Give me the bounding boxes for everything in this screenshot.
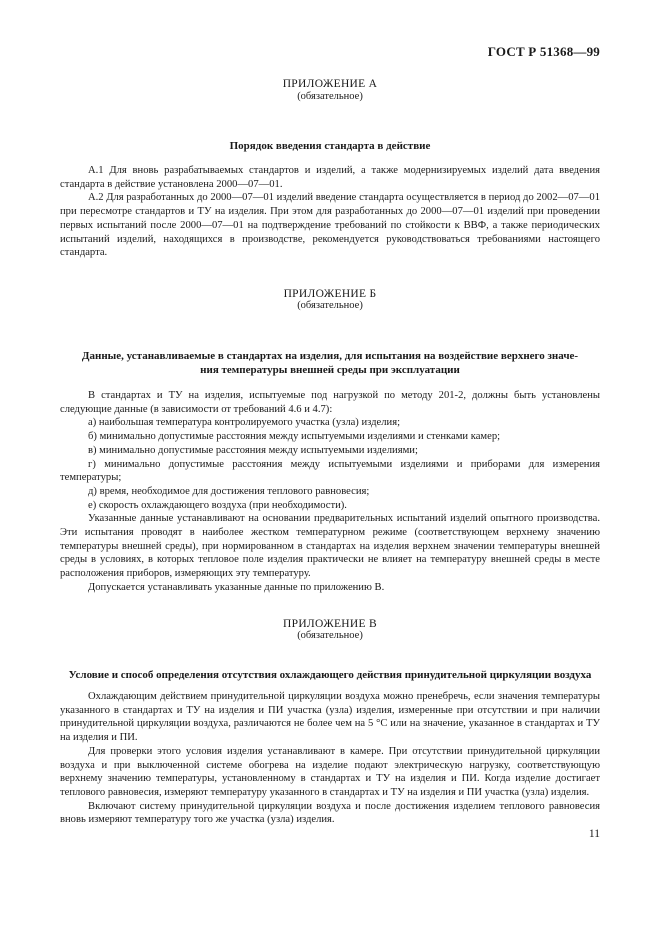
document-number: ГОСТ Р 51368—99 — [487, 44, 600, 59]
appendix-a-body — [60, 164, 600, 260]
appendix-v-title: ПРИЛОЖЕНИЕ В — [283, 618, 377, 630]
appendix-a-title: ПРИЛОЖЕНИЕ А — [282, 78, 378, 90]
appendix-b-list-item: е) скорость охлаждающего воздуха (при необходимости). — [88, 499, 347, 511]
appendix-v-heading: Условие и способ определения отсутствия охлаждающего действия принудительной циркуляции воздуха — [68, 669, 592, 681]
appendix-v-status: (обязательное) — [297, 630, 363, 641]
appendix-b-heading-line2: ния температуры внешней среды при эксплуатации — [200, 364, 460, 376]
page-number: 11 — [588, 828, 600, 840]
appendix-b-list-item: б) минимально допустимые расстояния между испытуемыми изделиями и стенками камер; — [88, 431, 501, 443]
appendix-b-title: ПРИЛОЖЕНИЕ Б — [283, 288, 377, 300]
appendix-b-list-item: в) минимально допустимые расстояния между испытуемыми изделиями; — [88, 444, 418, 456]
appendix-b-status: (обязательное) — [297, 300, 363, 311]
appendix-b-body — [60, 389, 600, 595]
appendix-v-paragraph: Включают систему принудительной циркуляции воздуха и после достижения изделием теплового равновесия вновь измеряют температуру того же участка (узла) изделия. — [60, 800, 600, 826]
appendix-b-list-item: а) наибольшая температура контролируемого участка (узла) изделия; — [88, 417, 401, 429]
appendix-v-body — [60, 690, 600, 827]
appendix-b-paragraph: Указанные данные устанавливают на основании предварительных испытаний изделий опытного производства. Эти испытания проводят в наиболее жестком температурном режиме (соответствующем верхнему значению температуры внешней среды), при нормированном в стандартах на изделия верхнем значении температуры внешней среды в условиях, в которых тепловое поле изделия практически не влияет на температуру внешней среды в месте расположения приборов, измеряющих эту температуру. — [60, 513, 600, 580]
appendix-b-paragraph: Допускается устанавливать указанные данные по приложению В. — [88, 581, 385, 593]
appendix-a-paragraph: А.2 Для разработанных до 2000—07—01 изделий введение стандарта осуществляется в период до 2002—07—01 при пересмотре стандартов и ТУ на изделия. При этом для разработанных до 2000—07—01 изделий при проведении первых испытаний после 2000—07—01 на подтверждение требований по стойкости к ВВФ, а также периодических испытаний изделий, находящихся в производстве, рекомендуется руководствоваться требованиями настоящего стандарта. — [60, 192, 600, 259]
appendix-a-heading: Порядок введения стандарта в действие — [229, 140, 431, 152]
appendix-b-list-item: д) время, необходимое для достижения теплового равновесия; — [88, 485, 370, 497]
appendix-a-status: (обязательное) — [297, 91, 363, 102]
appendix-v-paragraph: Охлаждающим действием принудительной циркуляции воздуха можно пренебречь, если значения температуры указанного в стандартах и ТУ на изделия и ПИ участка (узла) изделия, измеренные при отсутствии и при наличии принудительной циркуляции воздуха, различаются не более чем на 5 °С или на значение, указанное в стандартах и ТУ на изделия и ПИ. — [60, 691, 600, 744]
appendix-b-list-item: г) минимально допустимые расстояния между испытуемыми изделиями и приборами для измерения температуры; — [60, 458, 600, 484]
appendix-b-heading-line1: Данные, устанавливаемые в стандартах на изделия, для испытания на воздействие верхнего значе- — [81, 350, 579, 362]
appendix-v-paragraph: Для проверки этого условия изделия устанавливают в камере. При отсутствии принудительной циркуляции воздуха и при выключенной системе обогрева на изделие подают электрическую нагрузку, соответствующую верхнему значению температуры, установленному в стандартах и ТУ на изделия и ПИ. Когда изделие достигает теплового равновесия, измеряют температуру указанного в стандартах и ТУ на изделия и ПИ участка (узла) изделия. — [60, 745, 600, 798]
appendix-b-intro: В стандартах и ТУ на изделия, испытуемые под нагрузкой по методу 201-2, должны быть установлены следующие данные (в зависимости от требований 4.6 и 4.7): — [60, 390, 600, 415]
appendix-a-paragraph: А.1 Для вновь разрабатываемых стандартов и изделий, а также модернизируемых изделий дата введения стандарта в действие установлена 2000—07—01. — [60, 165, 600, 190]
